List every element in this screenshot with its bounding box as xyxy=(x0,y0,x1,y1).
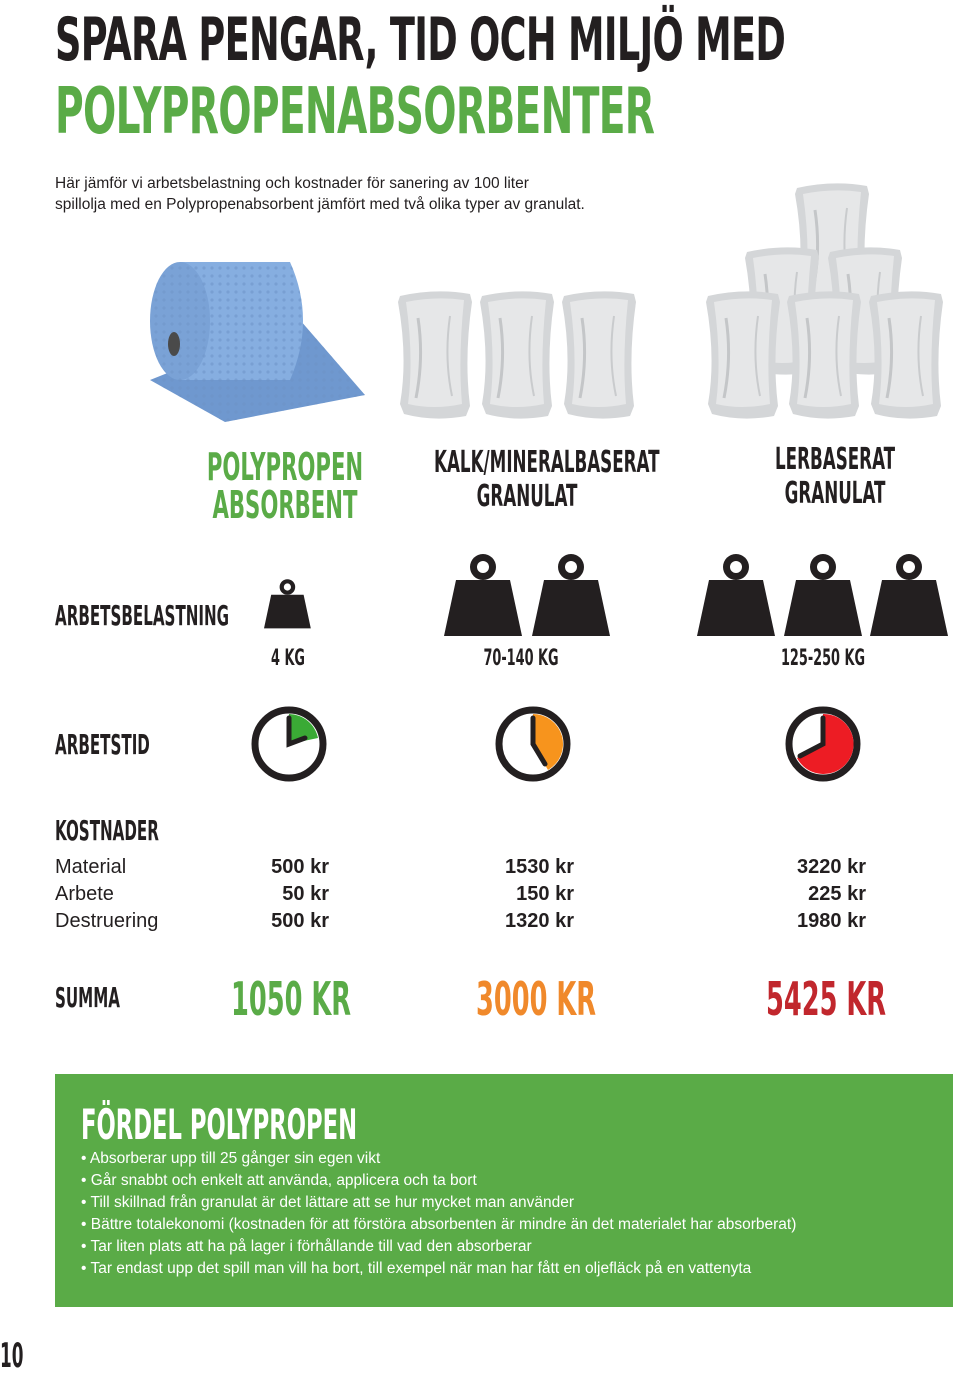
weight-icon xyxy=(264,579,311,628)
column-title-ler xyxy=(742,443,928,511)
list-item: • Tar liten plats att ha på lager i förhållande till vad den absorberar xyxy=(81,1236,796,1258)
column-title-line2: GRANULAT xyxy=(476,479,578,514)
clock-icon xyxy=(789,710,857,778)
granulate-bag-image xyxy=(706,183,943,418)
weight-icon xyxy=(784,554,862,636)
intro-line2: spillolja med en Polypropenabsorbent jämfört med två olika typer av granulat. xyxy=(55,196,585,213)
page-number: 10 xyxy=(0,1336,24,1376)
cost-material-ler: 3220 kr xyxy=(797,856,866,878)
list-item: • Går snabbt och enkelt att använda, applicera och ta bort xyxy=(81,1170,796,1192)
weight-value-polypropen: 4 KG xyxy=(271,646,305,671)
weight-value-ler: 125-250 KG xyxy=(780,646,866,671)
weight-icon xyxy=(870,554,948,636)
row-label-summa: SUMMA xyxy=(55,981,120,1014)
weight-icon xyxy=(697,554,775,636)
clock-icon xyxy=(255,710,323,778)
weight-icon xyxy=(532,554,610,636)
cost-destruering-ler: 1980 kr xyxy=(797,910,866,932)
clock-icon xyxy=(499,710,567,778)
cost-destruering-kalk: 1320 kr xyxy=(505,910,574,932)
cost-material-kalk: 1530 kr xyxy=(505,856,574,878)
advantages-list xyxy=(81,1148,796,1280)
total-ler: 5425 KR xyxy=(766,972,886,1026)
advantages-title: FÖRDEL POLYPROPEN xyxy=(81,1100,358,1149)
cost-arbete-polypropen: 50 kr xyxy=(282,883,329,905)
cost-material-polypropen: 500 kr xyxy=(271,856,329,878)
weights xyxy=(0,550,960,650)
row-label-kostnader: KOSTNADER xyxy=(55,814,159,847)
page-title-line1: SPARA PENGAR, TID OCH MILJÖ MED xyxy=(55,5,786,75)
column-title-kalk xyxy=(434,445,660,514)
list-item: • Till skillnad från granulat är det lättare att se hur mycket man använder xyxy=(81,1192,796,1214)
column-title-line2: ABSORBENT xyxy=(212,483,358,527)
list-item: • Tar endast upp det spill man vill ha bort, till exempel när man har fått en oljefläck på en vattenyta xyxy=(81,1258,796,1280)
cost-label-destruering: Destruering xyxy=(55,910,159,932)
row-label-arbetstid: ARBETSTID xyxy=(55,728,150,761)
cost-destruering-polypropen: 500 kr xyxy=(271,910,329,932)
cost-label-arbete: Arbete xyxy=(55,883,114,905)
column-title-line1: KALK/MINERALBASERAT xyxy=(434,445,660,480)
intro-line1: Här jämför vi arbetsbelastning och kostnader för sanering av 100 liter xyxy=(55,175,529,192)
column-title-line1: LERBASERAT xyxy=(775,442,895,477)
weight-icon xyxy=(444,554,522,636)
column-title-line2: GRANULAT xyxy=(784,476,886,511)
clocks xyxy=(0,700,960,790)
row-label-arbetsbelastning: ARBETSBELASTNING xyxy=(55,599,230,632)
total-kalk: 3000 KR xyxy=(476,972,596,1026)
absorbent-roll-image xyxy=(150,262,365,422)
granulate-bag-image xyxy=(398,291,636,418)
cost-arbete-kalk: 150 kr xyxy=(516,883,574,905)
list-item: • Absorberar upp till 25 gånger sin egen vikt xyxy=(81,1148,796,1170)
list-item: • Bättre totalekonomi (kostnaden för att förstöra absorbenten är mindre än det materialet har absorberat) xyxy=(81,1214,796,1236)
cost-label-material: Material xyxy=(55,856,127,878)
weight-value-kalk: 70-140 KG xyxy=(483,646,559,671)
column-title-line1: POLYPROPEN xyxy=(206,445,364,489)
cost-arbete-ler: 225 kr xyxy=(808,883,866,905)
total-polypropen: 1050 KR xyxy=(231,972,351,1026)
column-title-polypropen xyxy=(192,445,378,527)
page-title-line2: POLYPROPENABSORBENTER xyxy=(55,75,655,149)
